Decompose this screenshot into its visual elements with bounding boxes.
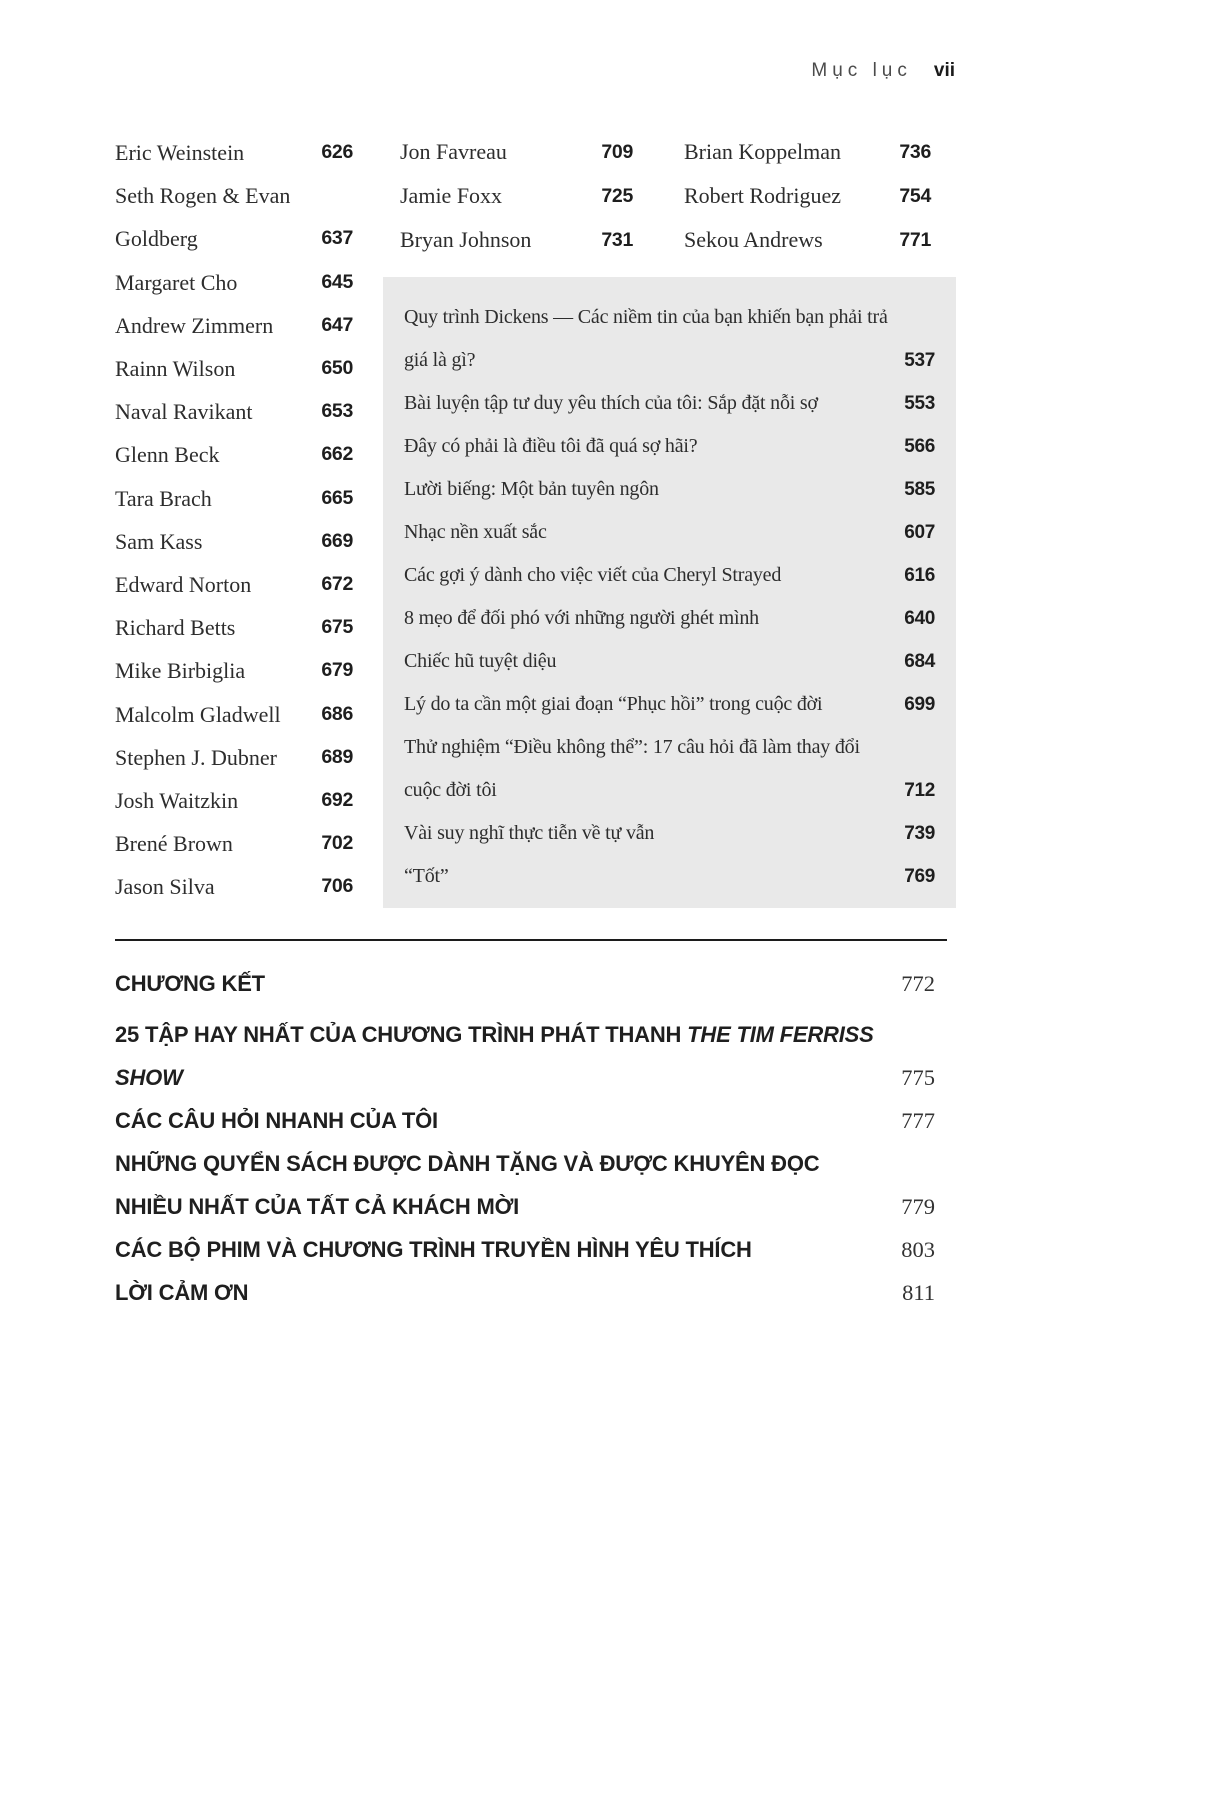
guest-page-number: 653 (321, 400, 353, 423)
closing-title (115, 1228, 766, 1271)
closing-page-number: 775 (901, 1065, 935, 1090)
essay-page-number: 553 (904, 393, 935, 414)
essay-entry (404, 726, 935, 812)
toc-entry (115, 131, 353, 174)
guest-page-number: 679 (321, 659, 353, 682)
essay-entry (404, 683, 935, 726)
closing-page-number: 803 (901, 1237, 935, 1262)
essay-title: 8 mẹo để đối phó với những người ghét mình (404, 607, 759, 629)
essay-page-number: 616 (904, 565, 935, 586)
essay-page-number: 566 (904, 436, 935, 457)
closing-entry (115, 1142, 935, 1228)
toc-entry (400, 218, 633, 262)
essay-entry (404, 382, 935, 425)
essay-title: Nhạc nền xuất sắc (404, 521, 547, 543)
guest-name: Andrew Zimmern (115, 312, 274, 338)
guest-name: Josh Waitzkin (115, 788, 239, 814)
toc-entry (115, 563, 353, 606)
closing-page-number: 772 (901, 971, 935, 996)
toc-entry (115, 865, 353, 908)
guest-name: Margaret Cho (115, 269, 238, 295)
section-divider (115, 939, 947, 941)
closing-title (115, 1099, 452, 1142)
closing-title (115, 962, 279, 1005)
guest-page-number: 665 (321, 486, 353, 509)
closing-page-number: 777 (901, 1108, 935, 1133)
essay-entry (404, 812, 935, 855)
guest-name: Jon Favreau (400, 139, 507, 164)
guest-name: Mike Birbiglia (115, 658, 246, 684)
guest-name: Stephen J. Dubner (115, 744, 277, 770)
guest-name: Naval Ravikant (115, 399, 253, 425)
essay-page-number: 699 (904, 694, 935, 715)
essay-page-number: 537 (904, 350, 935, 371)
guest-page-number: 754 (899, 185, 931, 207)
guest-name: Tara Brach (115, 485, 212, 511)
toc-entry (115, 779, 353, 822)
guest-name: Malcolm Gladwell (115, 701, 281, 727)
essay-page-number: 769 (904, 866, 935, 887)
running-head (811, 60, 955, 82)
guest-page-number: 626 (321, 141, 353, 163)
toc-entry (684, 174, 931, 218)
closing-title (115, 1142, 901, 1228)
essay-entry (404, 468, 935, 511)
essay-title: Đây có phải là điều tôi đã quá sợ hãi? (404, 435, 698, 457)
guest-name: Brené Brown (115, 831, 233, 857)
essay-entry (404, 855, 935, 898)
essay-title: Các gợi ý dành cho việc viết của Cheryl Strayed (404, 564, 782, 586)
guest-page-number: 736 (899, 141, 931, 163)
toc-entry (684, 130, 931, 174)
toc-entry (400, 130, 633, 174)
guest-name: Eric Weinstein (115, 140, 245, 165)
closing-entry (115, 962, 935, 1005)
guest-name: Richard Betts (115, 615, 236, 641)
guest-name: Edward Norton (115, 572, 252, 598)
closing-page-number: 779 (901, 1194, 935, 1219)
essay-title: Lý do ta cần một giai đoạn “Phục hồi” trong cuộc đời (404, 693, 823, 715)
guest-page-number: 650 (321, 357, 353, 380)
closing-entry (115, 1099, 935, 1142)
guest-name: Sam Kass (115, 528, 203, 554)
toc-entry (115, 822, 353, 865)
essay-entry (404, 554, 935, 597)
essay-entry (404, 640, 935, 683)
guest-name: Glenn Beck (115, 442, 220, 468)
guest-page-number: 669 (321, 529, 353, 552)
essay-title: Vài suy nghĩ thực tiễn về tự vẫn (404, 822, 655, 844)
essay-page-number: 585 (904, 479, 935, 500)
guest-page-number: 702 (321, 832, 353, 855)
toc-entry (115, 304, 353, 347)
guest-page-number: 686 (321, 702, 353, 725)
guest-page-number: 731 (601, 229, 633, 251)
guest-name: Seth Rogen & Evan Goldberg (115, 183, 291, 252)
closing-title-text: CÁC CÂU HỎI NHANH CỦA TÔI (115, 1108, 438, 1133)
closing-title-text: NHỮNG QUYỂN SÁCH ĐƯỢC DÀNH TẶNG VÀ ĐƯỢC KHUYÊN ĐỌC NHIỀU NHẤT CỦA TẤT CẢ KHÁCH MỜI (115, 1151, 820, 1219)
essay-page-number: 712 (904, 780, 935, 801)
essay-box (383, 277, 956, 908)
guest-page-number: 675 (321, 616, 353, 639)
guest-page-number: 725 (601, 185, 633, 207)
essay-title: Chiếc hũ tuyệt diệu (404, 650, 557, 672)
closing-section (115, 962, 935, 1314)
toc-entry (115, 174, 353, 260)
guest-column-3 (684, 130, 931, 262)
essay-entry (404, 425, 935, 468)
closing-title-text: 25 TẬP HAY NHẤT CỦA CHƯƠNG TRÌNH PHÁT THANH (115, 1022, 688, 1047)
guest-name: Jamie Foxx (400, 183, 503, 208)
guest-column-1 (115, 131, 353, 909)
running-head-page-number: vii (933, 60, 955, 81)
closing-entry (115, 1013, 935, 1099)
closing-entry (115, 1228, 935, 1271)
guest-page-number: 637 (321, 227, 353, 250)
toc-entry (115, 693, 353, 736)
toc-entry (115, 649, 353, 692)
closing-title-text: CÁC BỘ PHIM VÀ CHƯƠNG TRÌNH TRUYỀN HÌNH YÊU THÍCH (115, 1237, 752, 1262)
guest-page-number: 645 (321, 270, 353, 293)
guest-page-number: 706 (321, 875, 353, 898)
closing-title-text: CHƯƠNG KẾT (115, 971, 265, 996)
guest-page-number: 692 (321, 789, 353, 812)
essay-page-number: 739 (904, 823, 935, 844)
essay-title: Lười biếng: Một bản tuyên ngôn (404, 478, 659, 500)
essay-title: “Tốt” (404, 865, 449, 887)
essay-page-number: 607 (904, 522, 935, 543)
closing-entry (115, 1271, 935, 1314)
guest-page-number: 771 (899, 229, 931, 251)
guest-name: Sekou Andrews (684, 227, 823, 252)
essay-title: Bài luyện tập tư duy yêu thích của tôi: Sắp đặt nỗi sợ (404, 392, 818, 414)
essay-page-number: 640 (904, 608, 935, 629)
toc-entry (115, 736, 353, 779)
toc-entry (115, 477, 353, 520)
guest-name: Robert Rodriguez (684, 183, 842, 208)
guest-page-number: 689 (321, 745, 353, 768)
closing-title-text: LỜI CẢM ƠN (115, 1280, 249, 1305)
essay-title: Thử nghiệm “Điều không thể”: 17 câu hỏi đã làm thay đổi cuộc đời tôi (404, 736, 860, 801)
essay-page-number: 684 (904, 651, 935, 672)
closing-title-italic: THE TIM FERRISS SHOW (115, 1022, 874, 1090)
toc-entry (400, 174, 633, 218)
closing-title (115, 1271, 262, 1314)
toc-entry (115, 347, 353, 390)
guest-name: Jason Silva (115, 874, 215, 900)
toc-entry (115, 606, 353, 649)
toc-entry (115, 433, 353, 476)
guest-name: Bryan Johnson (400, 227, 532, 252)
essay-entry (404, 296, 935, 382)
toc-entry (684, 218, 931, 262)
guest-page-number: 647 (321, 313, 353, 336)
guest-name: Rainn Wilson (115, 356, 236, 382)
guest-name: Brian Koppelman (684, 139, 842, 164)
toc-entry (115, 261, 353, 304)
running-head-title: Mục lục (811, 60, 912, 81)
guest-column-2 (400, 130, 633, 262)
guest-page-number: 709 (601, 141, 633, 163)
closing-page-number: 811 (902, 1280, 935, 1305)
toc-entry (115, 390, 353, 433)
toc-entry (115, 520, 353, 563)
essay-entry (404, 597, 935, 640)
guest-page-number: 672 (321, 573, 353, 596)
essay-entry (404, 511, 935, 554)
essay-title: Quy trình Dickens — Các niềm tin của bạn khiến bạn phải trả giá là gì? (404, 306, 888, 371)
guest-page-number: 662 (321, 443, 353, 466)
closing-title (115, 1013, 901, 1099)
